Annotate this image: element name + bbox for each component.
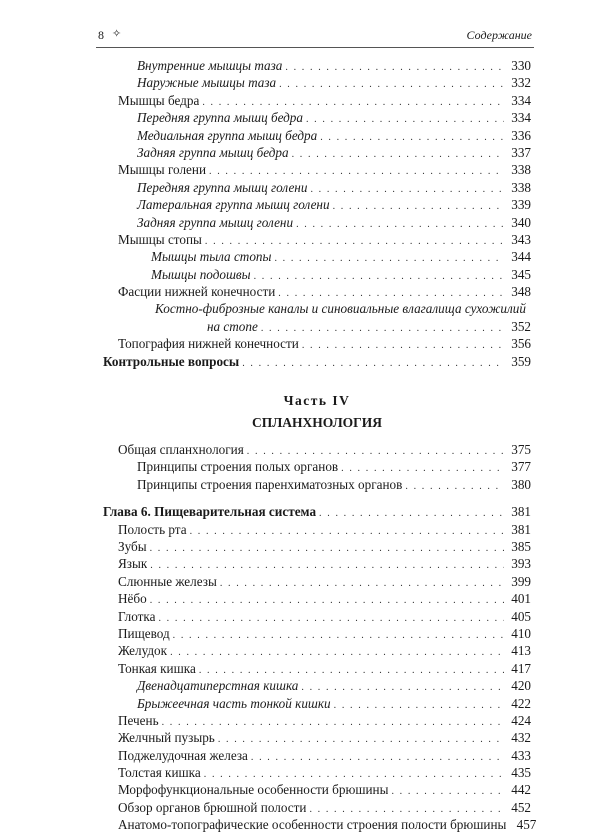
toc-entry-text: Латеральная группа мышц голени <box>137 197 330 213</box>
toc-page-number: 433 <box>511 747 531 763</box>
toc-entry-text: Мышцы стопы <box>118 231 202 247</box>
toc-page-number: 422 <box>511 695 531 711</box>
toc-page-number: 334 <box>511 92 531 108</box>
spacer <box>103 370 531 390</box>
toc-page-number: 337 <box>511 144 531 160</box>
toc-entry <box>103 764 531 781</box>
toc-page-number: 420 <box>511 678 531 694</box>
toc-page-number: 432 <box>511 730 531 746</box>
toc-entry-text: Глотка <box>118 608 156 624</box>
toc-page-number: 410 <box>511 625 531 641</box>
toc-entry-text: Печень <box>118 712 159 728</box>
toc-entry-text: Передняя группа мышц бедра <box>137 110 303 126</box>
toc-page-number: 334 <box>511 110 531 126</box>
toc-entry-text: Анатомо-топографические особенности строения полости брюшины <box>118 817 507 833</box>
toc-page-number: 352 <box>511 318 531 334</box>
toc-page-number: 339 <box>511 197 531 213</box>
part-subtitle: СПЛАНХНОЛОГИЯ <box>251 415 383 431</box>
toc-entry <box>103 799 531 816</box>
toc-entry-text: Желудок <box>118 643 168 659</box>
toc-page-number: 377 <box>511 459 531 475</box>
toc-section-chapter-6 <box>103 503 537 833</box>
toc-page-number: 399 <box>511 573 531 589</box>
toc-entry <box>103 335 531 352</box>
toc-entry-text: Мышцы голени <box>118 162 207 178</box>
toc-section-intro <box>103 441 531 493</box>
toc-entry <box>103 747 531 764</box>
toc-entry-text: Общая спланхнология <box>118 442 244 458</box>
running-header <box>98 28 532 46</box>
toc-entry-text: Морфофункциональные особенности брюшины <box>118 782 389 798</box>
toc-entry-text: Язык <box>118 556 148 572</box>
toc-entry-text: Принципы строения полых органов <box>137 459 339 475</box>
toc-entry-text: Полость рта <box>118 521 187 537</box>
table-of-contents <box>103 57 537 834</box>
spacer <box>103 434 531 441</box>
toc-entry <box>103 712 531 729</box>
toc-entry <box>103 538 531 555</box>
toc-page-number: 413 <box>511 643 531 659</box>
toc-entry <box>103 318 531 335</box>
toc-entry-text: Глава 6. Пищеварительная система <box>103 504 317 520</box>
toc-page-number: 442 <box>511 782 531 798</box>
toc-entry <box>103 179 531 196</box>
toc-entry-text: Задняя группа мышц голени <box>137 214 294 230</box>
dot-leader <box>278 285 504 302</box>
toc-entry <box>103 283 531 300</box>
toc-entry-text: Двенадцатиперстная кишка <box>137 678 299 694</box>
toc-entry-text: Задняя группа мышц бедра <box>137 144 289 160</box>
toc-entry <box>103 353 531 370</box>
toc-entry-text: Брыжеечная часть тонкой кишки <box>137 695 331 711</box>
toc-entry-text: Слюнные железы <box>118 573 217 589</box>
running-title: Содержание <box>466 28 532 42</box>
toc-entry <box>103 729 531 746</box>
toc-page-number: 381 <box>511 504 531 520</box>
toc-page-number: 457 <box>516 817 537 833</box>
toc-entry-text: Наружные мышцы таза <box>137 75 277 91</box>
toc-entry-text: Контрольные вопросы <box>103 353 240 369</box>
toc-entry-text: Мышцы подошвы <box>151 266 251 282</box>
toc-entry-text: Передняя группа мышц голени <box>137 179 308 195</box>
toc-entry <box>103 625 531 642</box>
toc-entry-text: Медиальная группа мышц бедра <box>137 127 318 143</box>
toc-page-number: 405 <box>511 608 531 624</box>
toc-page-number: 343 <box>511 231 531 247</box>
toc-entry-text: Поджелудочная железа <box>118 747 248 763</box>
toc-entry-text: Пищевод <box>118 625 170 641</box>
toc-page-number: 330 <box>511 58 531 73</box>
toc-entry <box>103 590 531 607</box>
toc-entry <box>103 695 531 712</box>
toc-entry-text: Зубы <box>118 538 147 554</box>
toc-page-number: 338 <box>511 179 531 195</box>
toc-entry-text: Принципы строения паренхиматозных органов <box>137 476 403 492</box>
toc-entry <box>103 74 531 91</box>
header-rule <box>96 47 534 48</box>
ornament-icon: ✧ <box>112 28 122 40</box>
toc-entry-text: Тонкая кишка <box>118 660 196 676</box>
toc-entry-text: Внутренние мышцы таза <box>137 58 283 73</box>
toc-entry <box>103 266 531 283</box>
toc-entry <box>103 161 531 178</box>
toc-page-number: 417 <box>511 660 531 676</box>
toc-entry <box>103 608 531 625</box>
dot-leader <box>242 355 504 372</box>
toc-page-number: 336 <box>511 127 531 143</box>
toc-entry <box>103 677 531 694</box>
part-title: Часть IV <box>283 393 351 409</box>
toc-page-number: 435 <box>511 765 531 781</box>
toc-entry <box>103 248 531 265</box>
toc-section-muscles <box>103 57 531 370</box>
toc-page-number: 401 <box>511 591 531 607</box>
toc-entry <box>103 441 531 458</box>
toc-entry-text: Желчный пузырь <box>118 730 215 746</box>
toc-entry <box>103 476 531 493</box>
toc-entry-text: Нёбо <box>118 591 147 607</box>
toc-entry <box>103 92 531 109</box>
toc-entry <box>103 109 531 126</box>
toc-entry-text: Толстая кишка <box>118 765 201 781</box>
dot-leader <box>405 478 504 495</box>
toc-page-number: 348 <box>511 284 531 300</box>
toc-page-number: 359 <box>511 353 531 369</box>
toc-page-number: 375 <box>511 442 531 458</box>
toc-page-number: 345 <box>511 266 531 282</box>
toc-page-number: 344 <box>511 249 531 265</box>
toc-entry <box>103 57 531 74</box>
toc-entry <box>103 781 531 798</box>
toc-page-number: 332 <box>511 75 531 91</box>
toc-entry <box>103 521 531 538</box>
toc-page-number: 385 <box>511 538 531 554</box>
toc-entry <box>103 555 531 572</box>
toc-page-number: 340 <box>511 214 531 230</box>
toc-entry-text: Топография нижней конечности <box>118 336 299 352</box>
toc-entry <box>103 231 531 248</box>
page-number: 8 <box>98 28 104 42</box>
toc-entry <box>103 196 531 213</box>
toc-entry <box>103 573 531 590</box>
toc-entry-text: Фасции нижней конечности <box>118 284 276 300</box>
toc-entry <box>103 214 531 231</box>
toc-entry <box>103 503 531 520</box>
toc-entry <box>103 816 537 833</box>
toc-entry <box>103 660 531 677</box>
toc-entry-text: Мышцы тыла стопы <box>151 249 272 265</box>
toc-entry-text: Обзор органов брюшной полости <box>118 799 307 815</box>
toc-entry <box>103 642 531 659</box>
toc-entry <box>103 127 531 144</box>
toc-entry-text: Костно-фиброзные каналы и синовиальные влагалища сухожилий <box>155 301 526 317</box>
toc-page-number: 452 <box>511 799 531 815</box>
toc-entry-text: Мышцы бедра <box>118 92 200 108</box>
toc-entry-text: на стопе <box>207 318 258 334</box>
toc-page-number: 393 <box>511 556 531 572</box>
toc-page-number: 424 <box>511 712 531 728</box>
toc-page-number: 380 <box>511 476 531 492</box>
toc-entry <box>103 458 531 475</box>
toc-entry <box>103 144 531 161</box>
toc-page-number: 338 <box>511 162 531 178</box>
toc-page-number: 356 <box>511 336 531 352</box>
toc-page-number: 381 <box>511 521 531 537</box>
